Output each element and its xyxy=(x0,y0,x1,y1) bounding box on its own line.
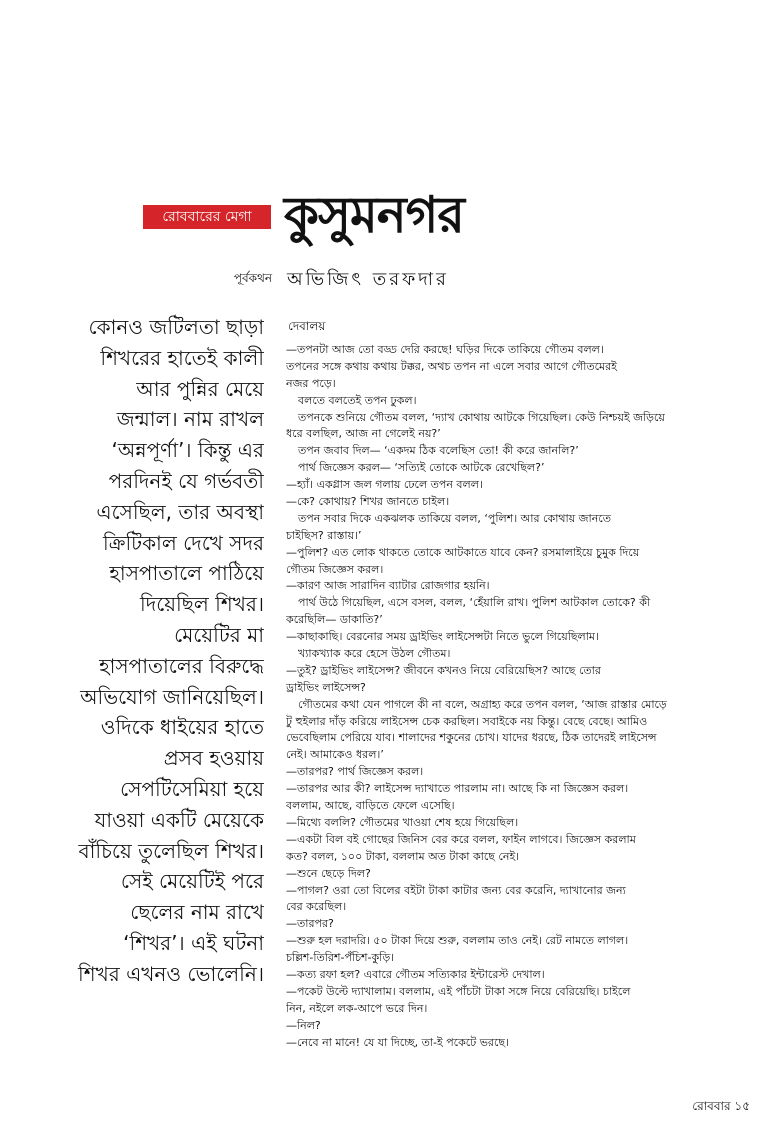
recap-line: যাওয়া একটি মেয়েকে xyxy=(94,807,264,832)
story-text xyxy=(286,342,754,1051)
story-line: ভেবেছিলাম পেরিয়ে যাব। শালাদের শকুনের চোখ। যাদের ধরছে, ঠিক তাদেরই লাইসেন্স xyxy=(286,731,657,745)
recap-line: হাসপাতালে পাঠিয়ে xyxy=(109,561,264,586)
story-line: —মিথ্যে বললি? গৌতমের খাওয়া শেষ হয়ে গিয়েছিল। xyxy=(286,815,519,829)
recap-label: পূর্বকথন xyxy=(233,271,272,285)
recap-line: এসেছিল, তার অবস্থা xyxy=(96,499,264,524)
story-line: টু হুইলার দাঁড় করিয়ে লাইসেন্স চেক করছিল। সবাইকে নয় কিন্তু। বেছে বেছে। আমিও xyxy=(286,714,648,728)
recap-line: বাঁচিয়ে তুলেছিল শিখর। xyxy=(78,838,264,863)
story-line: —পকেট উল্টে দ্যাখালাম। বললাম, এই পাঁচটা টাকা সঙ্গে নিয়ে বেরিয়েছি। চাইলে xyxy=(286,984,631,998)
story-line: বললাম, আছে, বাড়িতে ফেলে এসেছি। xyxy=(286,799,455,813)
story-line: গৌতম জিজ্ঞেস করল। xyxy=(286,562,384,576)
story-line: —তারপর? xyxy=(286,917,334,931)
story-line: —কত্য রফা হল? এবারে গৌতম সত্যিকার ইন্টারেস্ট দেখাল। xyxy=(286,967,545,981)
recap-line: ছেলের নাম রাখে xyxy=(130,900,264,925)
recap-line: ‘শিখর’। এই ঘটনা xyxy=(123,930,264,955)
story-line: তপন জবাব দিল— ‘একদম ঠিক বলেছিস তো! কী করে জানলি?’ xyxy=(298,444,579,458)
story-title: কুসুমনগর xyxy=(284,186,464,244)
recap-line: ক্রিটিকাল দেখে সদর xyxy=(103,530,264,555)
story-line: ধরে বলছিল, আজ না গেলেই নয়?’ xyxy=(286,427,441,441)
story-line: —কারণ আজ সারাদিন ব্যাটার রোজগার হয়নি। xyxy=(286,579,490,593)
story-line: —নিল? xyxy=(286,1018,321,1032)
story-line: করেছিলি— ডাকাতি?’ xyxy=(286,613,383,627)
story-line: চাইছিস? রাস্তায়।’ xyxy=(286,528,362,542)
story-line: —একটা বিল বই গোছের জিনিস বের করে বলল, ফাইন লাগবে। জিজ্ঞেস করলাম xyxy=(286,832,636,846)
recap-line: কোনও জটিলতা ছাড়া xyxy=(88,315,264,339)
story-line: তপনকে শুনিয়ে গৌতম বলল, ‘দ্যাখ কোথায় আটকে গিয়েছিল। কেউ নিশ্চয়ই জড়িয়ে xyxy=(298,410,665,424)
story-line: —কে? কোথায়? শিখর জানতে চাইল। xyxy=(286,495,450,509)
story-line: চল্লিশ-তিরিশ-পঁচিশ-কুড়ি। xyxy=(286,951,395,965)
story-line: কত? বলল, ১০০ টাকা, বললাম অত টাকা কাছে নেই। xyxy=(286,849,520,863)
story-line: —পুলিশ? এত লোক থাকতে তোকে আটকাতে যাবে কেন? রসমালাইয়ে চুমুক দিয়ে xyxy=(286,545,640,559)
story-line: —তারপর? পার্থ জিজ্ঞেস করল। xyxy=(286,765,424,779)
recap-line: পরদিনই যে গর্ভবতী xyxy=(108,468,264,493)
story-line: —শুরু হল দরাদরি। ৫০ টাকা দিয়ে শুরু, বললাম তাও নেই। রেট নামতে লাগল। xyxy=(286,934,629,948)
story-line: —তুই? ড্রাইভিং লাইসেন্স? জীবনে কখনও নিয়ে বেরিয়েছিস? আছে তোর xyxy=(286,663,601,677)
recap-line: শিখরের হাতেই কালী xyxy=(100,345,264,370)
story-line: —কাছাকাছি। বেরনোর সময় ড্রাইভিং লাইসেন্সটা নিতে ভুলে গিয়েছিলাম। xyxy=(286,630,599,644)
story-line: নজর পড়ে। xyxy=(286,376,336,390)
story-line: তপন সবার দিকে একঝলক তাকিয়ে বলল, ‘পুলিশ। আর কোথায় জানতে xyxy=(298,511,611,525)
recap-line: সেই মেয়েটিই পরে xyxy=(120,869,264,894)
story-line: —পাগল? ওরা তো বিলের বইটা টাকা কাটার জন্য বের করেনি, দ্যাখানোর জন্য xyxy=(286,883,626,897)
story-line: —তপনটা আজ তো বড্ড দেরি করছে! ঘড়ির দিকে তাকিয়ে গৌতম বলল। xyxy=(286,343,604,356)
page-folio: রোববার ১৫ xyxy=(692,1099,750,1113)
story-line: নেই। আমাকেও ধরল।’ xyxy=(286,748,384,762)
story-line: পার্থ উঠে গিয়েছিল, এসে বসল, বলল, ‘হেঁয়ালি রাখ। পুলিশ আটকাল তোকে? কী xyxy=(298,596,651,610)
section-heading: দেবালয় xyxy=(288,319,326,333)
recap-line: মেয়েটির মা xyxy=(174,622,264,647)
recap-line: সেপটিসেমিয়া হয়ে xyxy=(120,776,264,801)
recap-line: ‘অন্নপূর্ণা’। কিন্তু এর xyxy=(111,438,264,463)
story-line: —নেবে না মানে! যে যা দিচ্ছে, তা-ই পকেটে ভরছে। xyxy=(286,1035,509,1049)
recap-line: প্রসব হওয়ায় xyxy=(163,746,264,771)
story-line: তপনের সঙ্গে কথায় কথায় টক্কর, অথচ তপন না এলে সবার আগে গৌতমেরই xyxy=(286,359,617,373)
story-line: —তারপর আর কী? লাইসেন্স দ্যাখাতে পারলাম না। আছে কি না জিজ্ঞেস করল। xyxy=(286,782,629,796)
story-line: নিন, নইলে লক-আপে ভরে দিন। xyxy=(286,1001,428,1015)
story-column xyxy=(286,318,754,1051)
story-line: গৌতমের কথা যেন পাগলে কী না বলে, অগ্রাহ্য করে তপন বলল, ‘আজ রাস্তার মোড়ে xyxy=(298,697,667,711)
recap-line: অভিযোগ জানিয়েছিল। xyxy=(80,684,264,709)
story-line: —শুনে ছেড়ে দিল? xyxy=(286,866,371,880)
recap-line: ওদিকে ধাইয়ের হাতে xyxy=(100,715,264,740)
recap-line: দিয়েছিল শিখর। xyxy=(140,592,264,617)
series-badge: রোববারের মেগা xyxy=(143,205,271,229)
story-line: বলতে বলতেই তপন ঢুকল। xyxy=(298,393,417,407)
story-line: —হ্যাঁ। একগ্লাস জল গলায় ঢেলে তপন বলল। xyxy=(286,478,483,492)
recap-line: শিখর এখনও ভোলেনি। xyxy=(78,961,264,986)
recap-line: হাসপাতালের বিরুদ্ধে xyxy=(99,653,264,678)
recap-line: আর পুন্নির মেয়ে xyxy=(136,376,264,401)
recap-pullquote xyxy=(40,312,264,990)
story-line: খ্যাকখ্যাক করে হেসে উঠল গৌতম। xyxy=(298,647,451,661)
recap-line: জন্মাল। নাম রাখল xyxy=(116,407,264,432)
story-line: বের করেছিল। xyxy=(286,900,347,914)
story-line: ড্রাইভিং লাইসেন্স? xyxy=(286,680,366,694)
author-byline: অভিজিৎ তরফদার xyxy=(287,269,449,290)
story-line: পার্থ জিজ্ঞেস করল— ‘সত্যিই তোকে আটকে রেখেছিল?’ xyxy=(298,461,545,475)
